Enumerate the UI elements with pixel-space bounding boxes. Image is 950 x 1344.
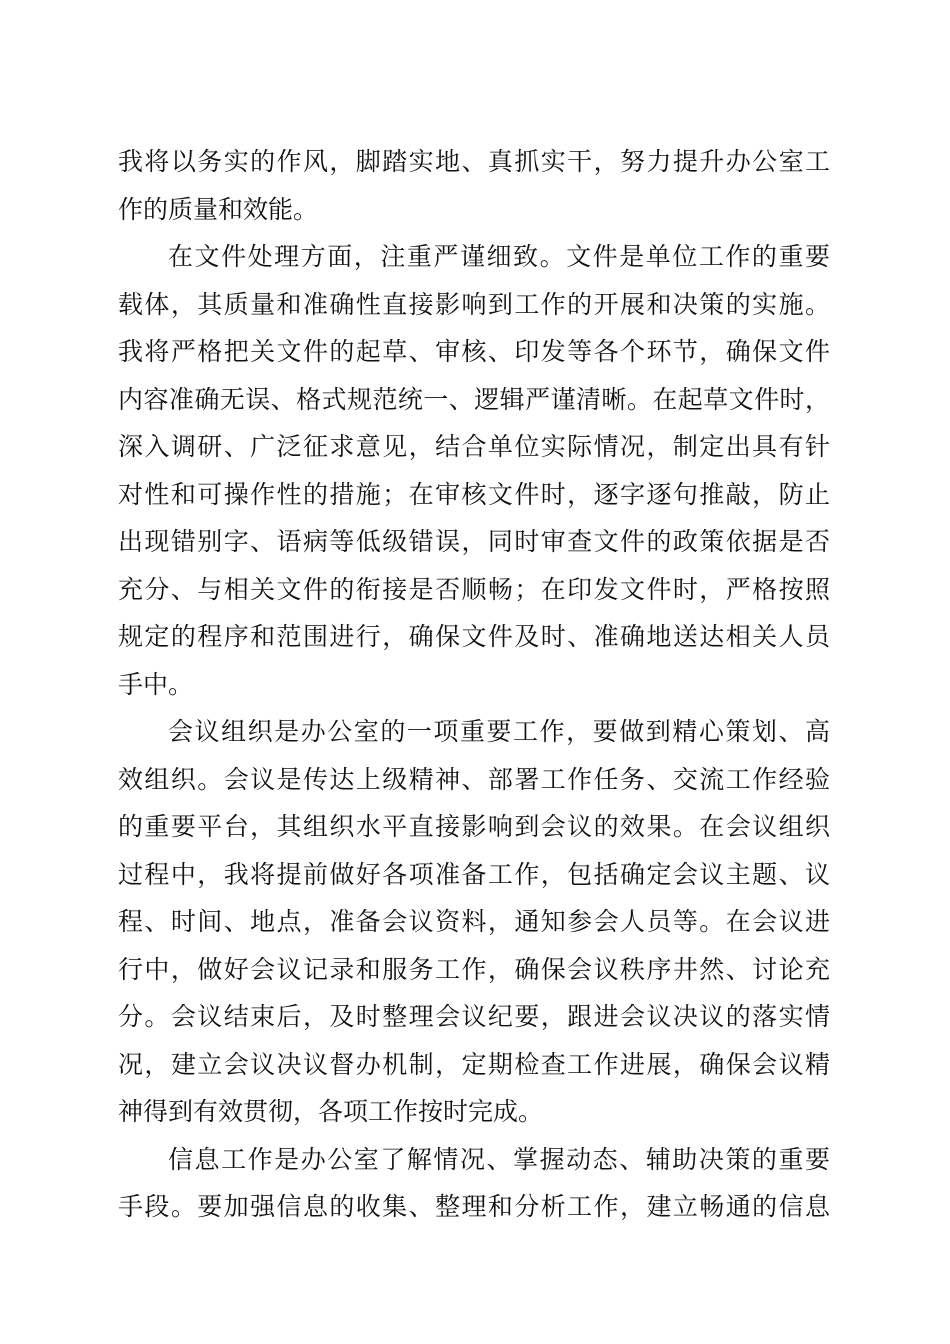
- paragraph-line: 程、时间、地点，准备会议资料，通知参会人员等。在会议进: [118, 907, 830, 936]
- paragraph-line: 行中，做好会议记录和服务工作，确保会议秩序井然、讨论充: [118, 954, 830, 984]
- paragraph-line: 信息工作是办公室了解情况、掌握动态、辅助决策的重要: [168, 1144, 830, 1174]
- paragraph-line: 规定的程序和范围进行，确保文件及时、准确地送达相关人员: [118, 622, 830, 651]
- paragraph-line: 手段。要加强信息的收集、整理和分析工作，建立畅通的信息: [118, 1192, 830, 1221]
- paragraph-line: 深入调研、广泛征求意见，结合单位实际情况，制定出具有针: [118, 432, 830, 461]
- paragraph-line: 内容准确无误、格式规范统一、逻辑严谨清晰。在起草文件时，: [118, 384, 830, 414]
- paragraph-line: 对性和可操作性的措施；在审核文件时，逐字逐句推敲，防止: [118, 479, 830, 509]
- paragraph-line: 会议组织是办公室的一项重要工作，要做到精心策划、高: [168, 717, 830, 746]
- document-body: [118, 138, 830, 1231]
- paragraph-line: 手中。: [118, 669, 194, 699]
- paragraph-line: 出现错别字、语病等低级错误，同时审查文件的政策依据是否: [118, 527, 830, 556]
- paragraph-2: [118, 233, 830, 708]
- paragraph-3: [118, 708, 830, 1136]
- paragraph-line: 效组织。会议是传达上级精神、部署工作任务、交流工作经验: [118, 764, 830, 794]
- paragraph-line: 充分、与相关文件的衔接是否顺畅；在印发文件时，严格按照: [118, 574, 830, 604]
- paragraph-line: 神得到有效贯彻，各项工作按时完成。: [118, 1097, 544, 1126]
- paragraph-4: [118, 1136, 830, 1231]
- paragraph-line: 的重要平台，其组织水平直接影响到会议的效果。在会议组织: [118, 812, 830, 841]
- paragraph-line: 载体，其质量和准确性直接影响到工作的开展和决策的实施。: [118, 289, 830, 319]
- paragraph-line: 作的质量和效能。: [118, 194, 319, 224]
- paragraph-line: 过程中，我将提前做好各项准备工作，包括确定会议主题、议: [118, 859, 830, 889]
- paragraph-line: 分。会议结束后，及时整理会议纪要，跟进会议决议的落实情: [118, 1002, 830, 1031]
- paragraph-line: 况，建立会议决议督办机制，定期检查工作进展，确保会议精: [118, 1049, 830, 1079]
- paragraph-line: 我将以务实的作风，脚踏实地、真抓实干，努力提升办公室工: [118, 147, 830, 176]
- paragraph-line: 在文件处理方面，注重严谨细致。文件是单位工作的重要: [168, 242, 830, 271]
- paragraph-line: 我将严格把关文件的起草、审核、印发等各个环节，确保文件: [118, 337, 830, 366]
- paragraph-1: [118, 138, 830, 233]
